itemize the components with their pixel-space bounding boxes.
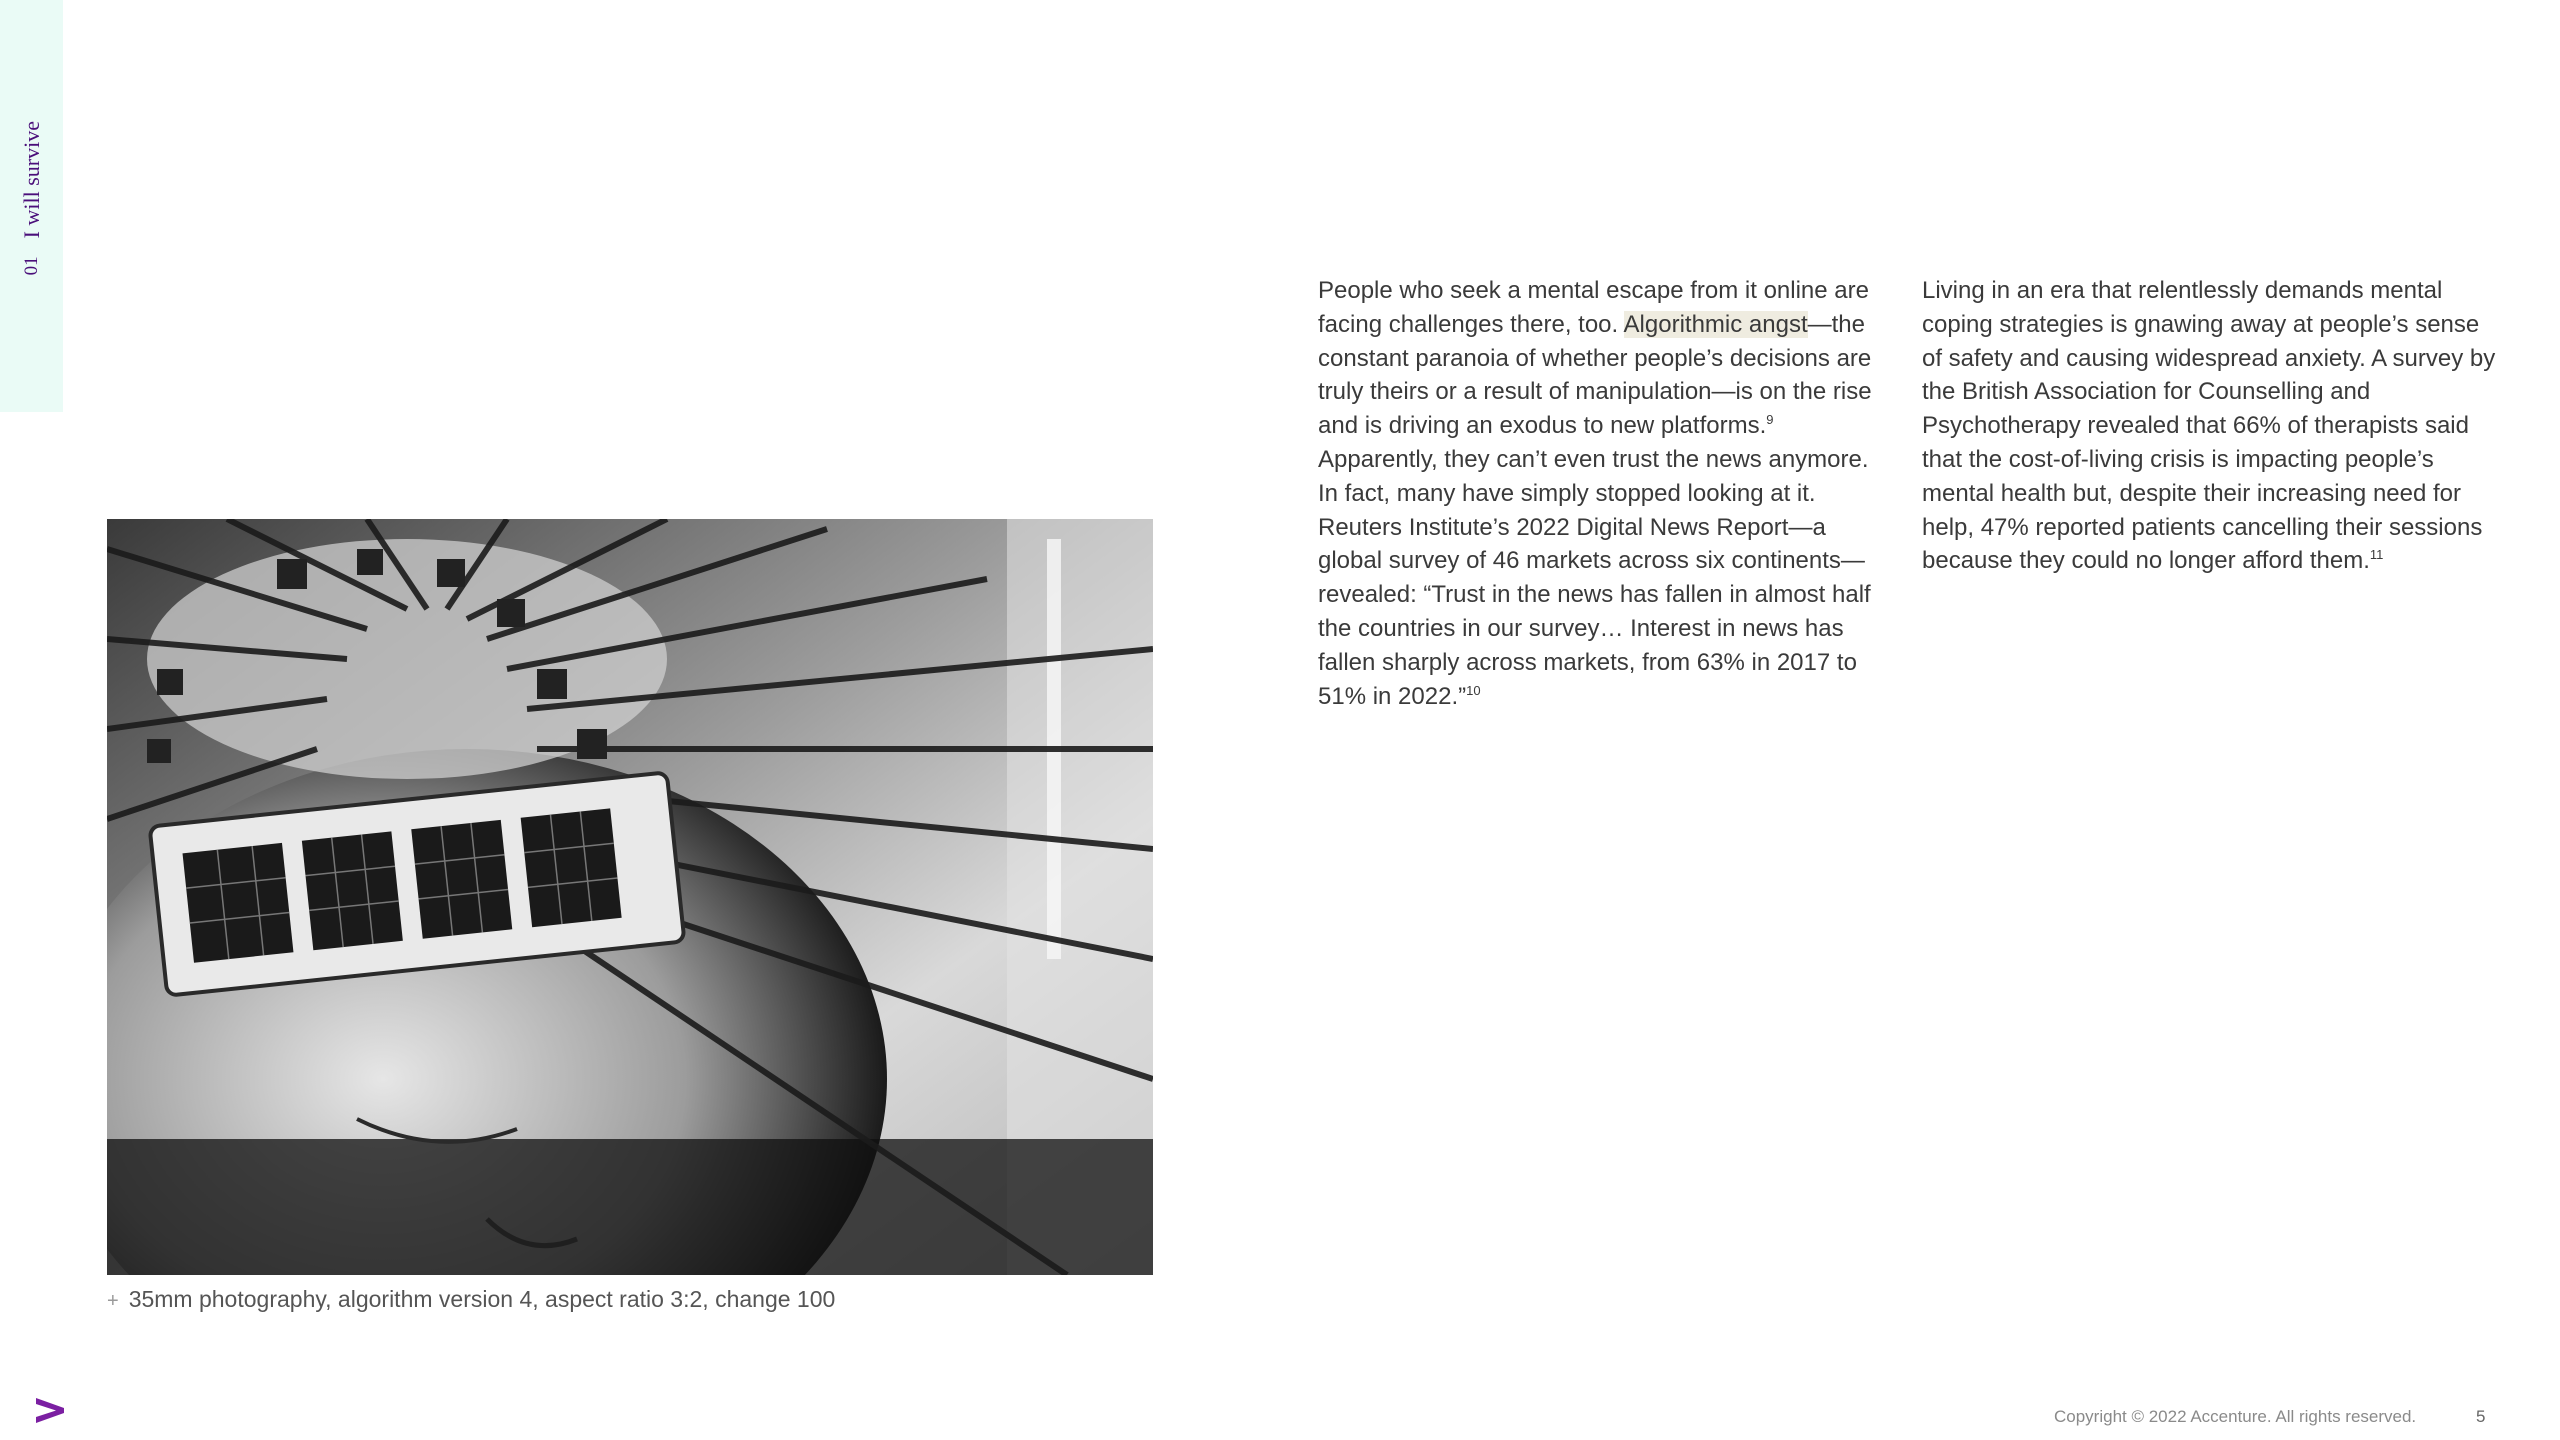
body-column-2: [1922, 274, 2502, 578]
section-sidebar-tab[interactable]: [0, 0, 63, 412]
col1-text-mid: —the constant paranoia of whether people’s decisions are truly theirs or a result of manipulation—is on the rise and is driving an exodus to new platforms.: [1318, 310, 1872, 440]
eeg-headset-photo: [107, 519, 1153, 1275]
footnote-ref-9[interactable]: 9: [1766, 412, 1774, 428]
page-number: 5: [2476, 1407, 2486, 1426]
col2-text: Living in an era that relentlessly demands mental coping strategies is gnawing away at people’s sense of safety and causing widespread anxiety. A survey by the British Association for Counselling and Psychotherapy revealed that 66% of therapists said that the cost-of-living crisis is impacting people’s mental health but, despite their increasing need for help, 47% reported patients cancelling their sessions because they could no longer afford them.: [1922, 277, 2496, 575]
copyright-notice: Copyright © 2022 Accenture. All rights reserved.: [2054, 1407, 2417, 1426]
section-label: [19, 121, 45, 275]
body-column-1: [1318, 274, 1888, 713]
col1-text-before: People who seek a mental escape from it online are facing challenges there, too.: [1318, 277, 1869, 338]
section-title: I will survive: [19, 120, 44, 239]
footnote-ref-10[interactable]: 10: [1466, 682, 1481, 698]
section-number: 01: [21, 256, 42, 276]
footnote-ref-11[interactable]: 11: [2369, 547, 2384, 563]
col1-text-after: Apparently, they can’t even trust the news anymore. In fact, many have simply stopped looking at it. Reuters Institute’s 2022 Digital News Report—a global survey of 46 markets across six continents—revealed: “Trust in the news has fallen in almost half the countries in our survey… Interest in news has fallen sharply across markets, from 63% in 2017 to 51% in 2022.”: [1318, 445, 1871, 710]
plus-icon: +: [107, 1290, 119, 1312]
section-label-wrapper: [14, 108, 50, 288]
image-caption: [107, 1286, 835, 1313]
caption-text: 35mm photography, algorithm version 4, aspect ratio 3:2, change 100: [128, 1286, 836, 1312]
accenture-chevron-icon[interactable]: [34, 1394, 66, 1426]
algorithmic-angst-highlight: Algorithmic angst: [1623, 310, 1808, 338]
